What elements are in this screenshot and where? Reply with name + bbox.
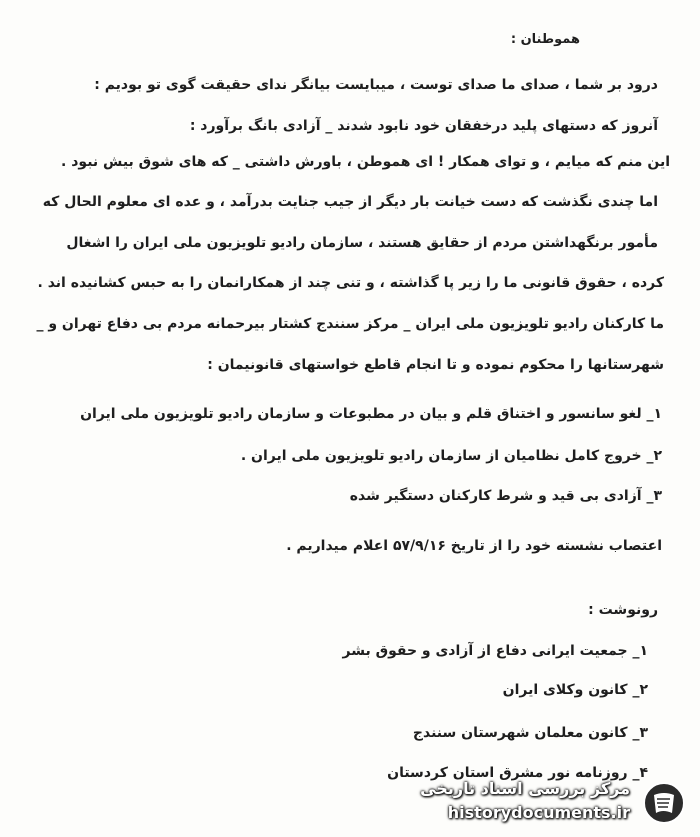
cc-item: ۱_ جمعیت ایرانی دفاع از آزادی و حقوق بشر [342, 643, 648, 659]
paragraph-line: آنروز که دستهای پلید درخفقان خود نابود شدند _ آزادی بانگ برآورد : [189, 118, 658, 134]
paragraph-line: ما کارکنان رادیو تلویزیون ملی ایران _ مرکز سنندج کشتار بیرحمانه مردم بی دفاع تهران و _ [36, 316, 664, 332]
demand-item: ۳_ آزادی بی قید و شرط کارکنان دستگیر شده [349, 488, 662, 504]
paragraph-line: مأمور برنگهداشتن مردم از حقایق هستند ، سازمان رادیو تلویزیون ملی ایران را اشغال [66, 235, 658, 251]
demand-item: ۱_ لغو سانسور و اختناق قلم و بیان در مطبوعات و سازمان رادیو تلویزیون ملی ایران [80, 406, 662, 422]
cc-item: ۳_ کانون معلمان شهرستان سنندج [412, 725, 648, 741]
watermark-text-fa: مرکز بررسی اسناد تاریخی [420, 779, 630, 798]
paragraph-line: شهرستانها را محکوم نموده و تا انجام قاطع خواستهای قانونیمان : [207, 357, 664, 373]
cc-heading: رونوشت : [588, 602, 658, 618]
cc-item: ۴_ روزنامه نور مشرق استان کردستان [387, 765, 648, 781]
document-heading: هموطنان : [510, 32, 580, 47]
closing-statement: اعتصاب نشسته خود را از تاریخ ۵۷/۹/۱۶ اعلام میداریم . [286, 538, 662, 554]
paragraph-line: اما چندی نگذشت که دست خیانت بار دیگر از جیب جنایت بدرآمد ، و عده ای معلوم الحال که [42, 194, 658, 210]
cc-item: ۲_ کانون وکلای ایران [502, 682, 648, 698]
demand-item: ۲_ خروج کامل نظامیان از سازمان رادیو تلویزیون ملی ایران . [240, 448, 662, 464]
watermark [396, 777, 686, 829]
paragraph-line: این منم که میایم ، و توای همکار ! ای هموطن ، باورش داشتی _ که های شوق بیش نبود . [61, 154, 670, 170]
scroll-logo-icon [642, 781, 686, 825]
watermark-text-en: historydocuments.ir [447, 803, 630, 822]
paragraph-line: درود بر شما ، صدای ما صدای توست ، میبایست بیانگر ندای حقیقت گوی تو بودیم : [94, 77, 658, 93]
paragraph-line: کرده ، حقوق قانونی ما را زیر پا گذاشته ، و تنی چند از همکارانمان را به حبس کشانیده اند . [37, 275, 664, 291]
